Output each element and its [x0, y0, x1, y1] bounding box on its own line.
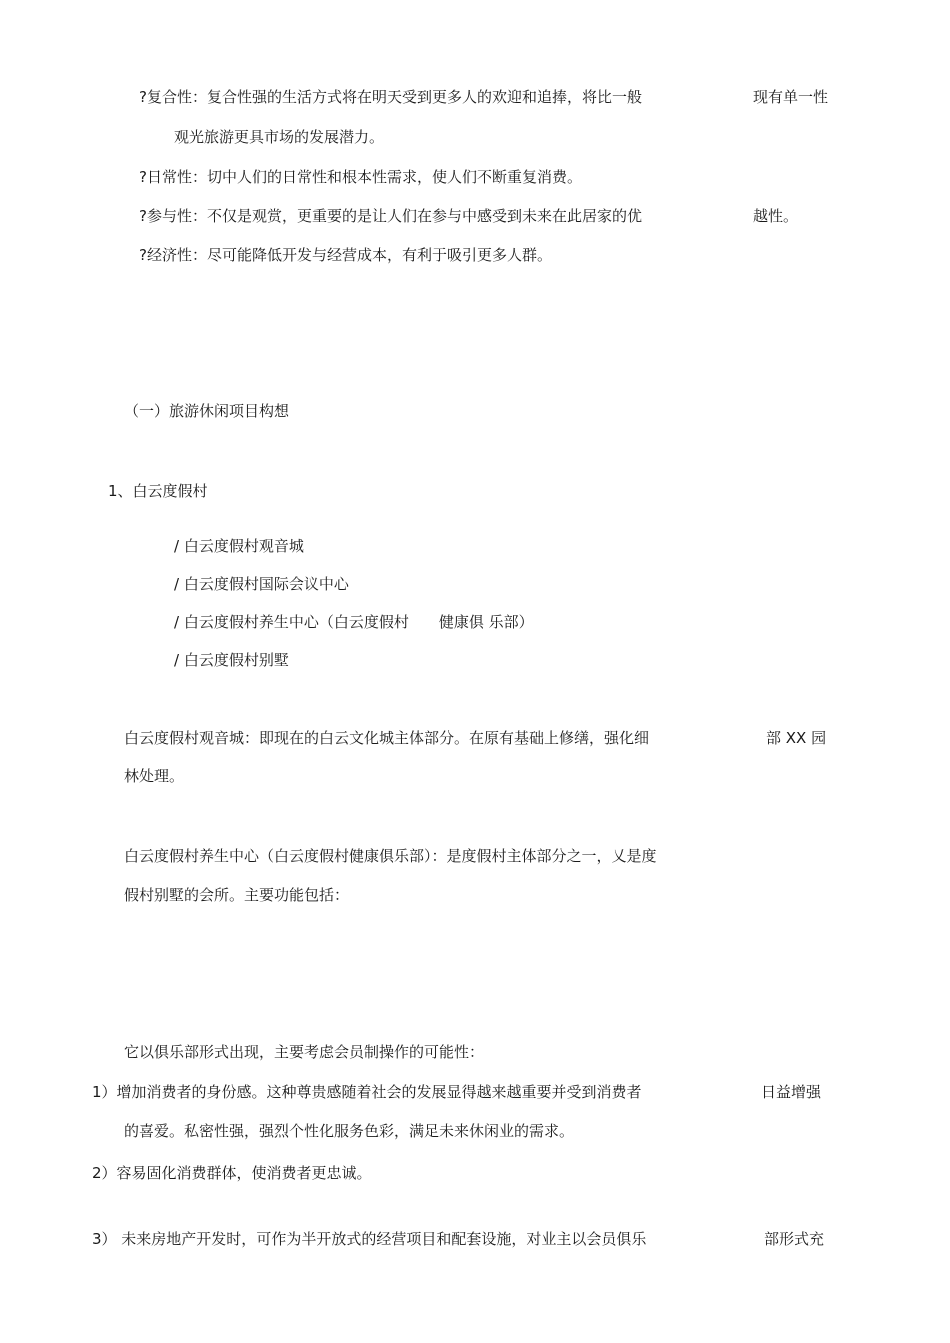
sub-item: / 白云度假村观音城	[174, 537, 304, 555]
point-2: 2）容易固化消费群体，使消费者更忠诚。	[92, 1164, 372, 1182]
feature-participation-line1: ?参与性：不仅是观赏，更重要的是让人们在参与中感受到未来在此居家的优	[139, 207, 642, 225]
point-3-line1-tail: 部形式充	[764, 1230, 825, 1248]
club-intro: 它以俱乐部形式出现，主要考虑会员制操作的可能性：	[124, 1043, 485, 1061]
para-health-line1: 白云度假村养生中心（白云度假村健康俱乐部）：是度假村主体部分之一，乂是度	[124, 847, 657, 865]
point-1-line2: 的喜爱。私密性强，强烈个性化服务色彩，满足未来休闲业的需求。	[124, 1122, 575, 1140]
section-heading: （一）旅游休闲项目构想	[124, 402, 290, 420]
point-1-line1: 1）增加消费者的身份感。这种尊贵感随着社会的发展显得越来越重要并受到消费者	[92, 1083, 642, 1101]
para-guanyin-line2: 林处理。	[124, 767, 185, 785]
feature-composite-line1: ?复合性：复合性强的生活方式将在明天受到更多人的欢迎和追捧，将比一般	[139, 88, 642, 106]
point-3-line1: 3） 未来房地产开发时，可作为半开放式的经营项目和配套设施，对业主以会员俱乐	[92, 1230, 647, 1248]
para-guanyin-line1-tail: 部 XX 园	[766, 729, 827, 747]
sub-item: / 白云度假村国际会议中心	[174, 575, 349, 593]
feature-economy: ?经济性：尽可能降低开发与经营成本，有利于吸引更多人群。	[139, 246, 552, 264]
item-heading: 1、白云度假村	[108, 482, 208, 500]
point-1-line1-tail: 日益增强	[761, 1083, 822, 1101]
para-health-line2: 假村别墅的会所。主要功能包括：	[124, 886, 350, 904]
sub-item: / 白云度假村养生中心（白云度假村 健康俱 乐部）	[174, 613, 534, 631]
feature-daily: ?日常性：切中人们的日常性和根本性需求，使人们不断重复消费。	[139, 168, 582, 186]
feature-participation-line1-tail: 越性。	[753, 207, 799, 225]
sub-item: / 白云度假村别墅	[174, 651, 289, 669]
feature-composite-line2: 观光旅游更具市场的发展潜力。	[174, 128, 385, 146]
feature-composite-line1-tail: 现有单一性	[753, 88, 829, 106]
para-guanyin-line1: 白云度假村观音城：即现在的白云文化城主体部分。在原有基础上修缮，强化细	[124, 729, 650, 747]
